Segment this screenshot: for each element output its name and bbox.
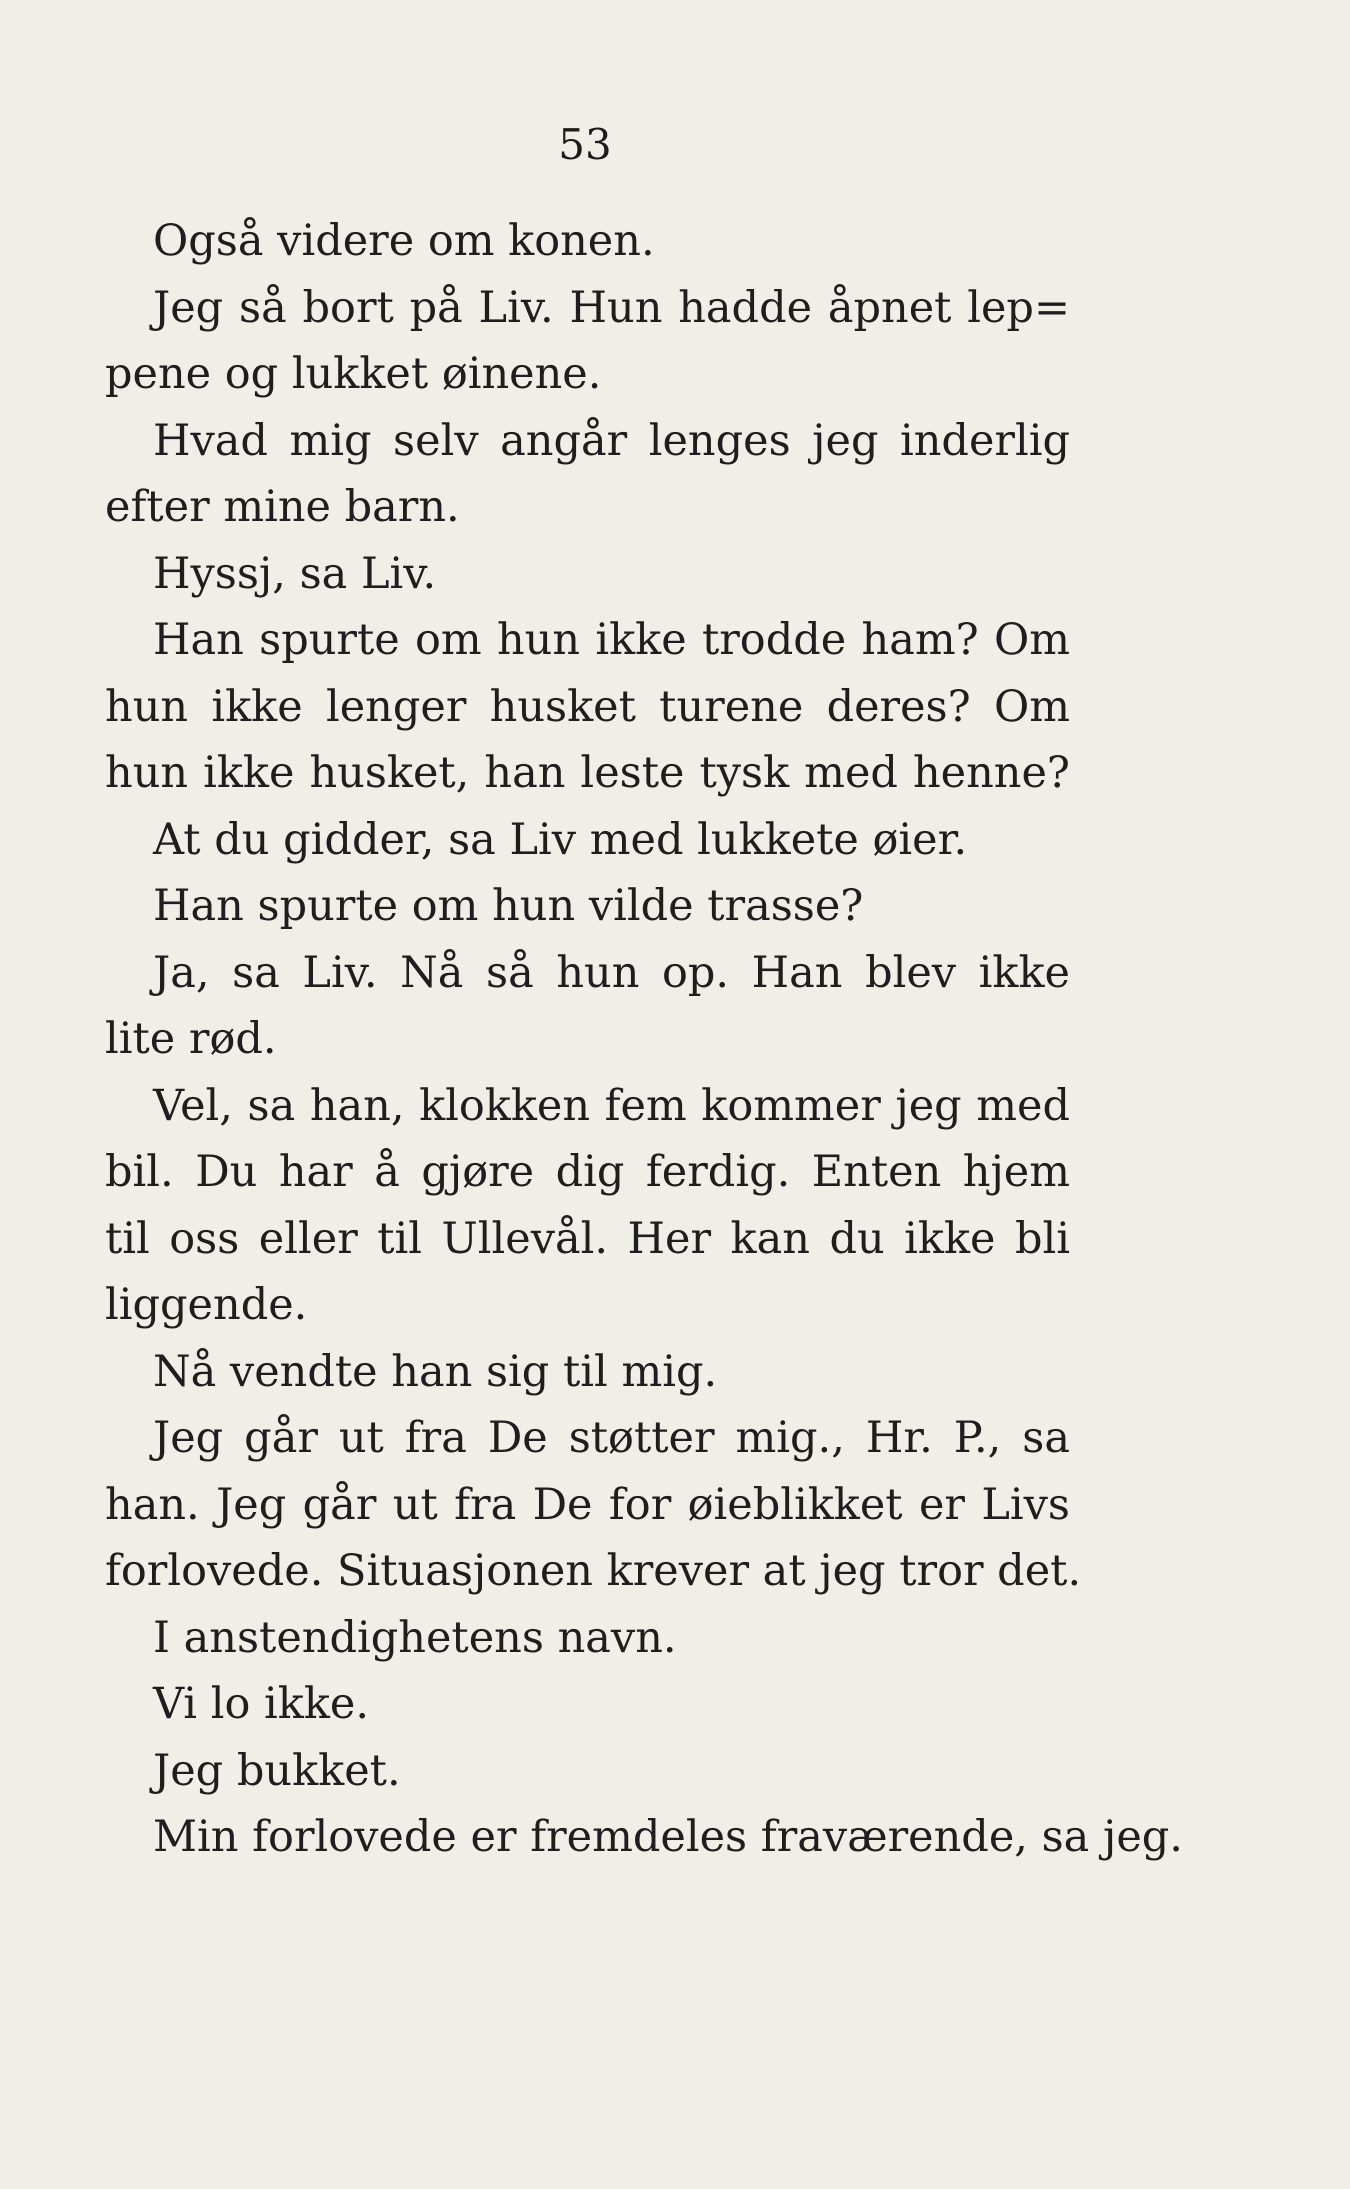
text-line: hun ikke lenger husket turene deres? Om (105, 681, 1070, 732)
text-line: han. Jeg går ut fra De for øieblikket er Livs (105, 1479, 1070, 1530)
text-line: efter mine barn. (105, 482, 460, 532)
text-line: Han spurte om hun vilde trasse? (153, 881, 864, 931)
text-line: Jeg så bort på Liv. Hun hadde åpnet lep= (153, 282, 1070, 333)
text-line: hun ikke husket, han leste tysk med henne? (105, 748, 1070, 798)
text-line: Min forlovede er fremdeles fraværende, sa jeg. (153, 1812, 1183, 1862)
text-line: Jeg går ut fra De støtter mig., Hr. P., sa (153, 1413, 1070, 1463)
text-line: liggende. (105, 1280, 308, 1330)
text-line: forlovede. Situasjonen krever at jeg tror det. (105, 1546, 1082, 1596)
text-line: Også videre om konen. (153, 216, 655, 266)
text-line: At du gidder, sa Liv med lukkete øier. (153, 814, 968, 865)
text-line: Han spurte om hun ikke trodde ham? Om (153, 615, 1070, 665)
text-line: Jeg bukket. (153, 1745, 401, 1796)
text-line: til oss eller til Ullevål. Her kan du ikke bli (105, 1213, 1070, 1264)
text-line: Nå vendte han sig til mig. (153, 1346, 718, 1397)
text-line: Hyssj, sa Liv. (153, 548, 437, 599)
text-line: Hvad mig selv angår lenges jeg inderlig (153, 415, 1070, 466)
text-line: Vel, sa han, klokken fem kommer jeg med (153, 1080, 1070, 1131)
text-line: I anstendighetens navn. (153, 1612, 677, 1663)
page-number: 53 (558, 120, 612, 169)
text-line: Vi lo ikke. (153, 1679, 370, 1729)
body-text (105, 208, 1183, 1871)
text-line: lite rød. (105, 1014, 277, 1064)
text-line: Ja, sa Liv. Nå så hun op. Han blev ikke (153, 947, 1070, 998)
text-line: bil. Du har å gjøre dig ferdig. Enten hjem (105, 1147, 1070, 1197)
text-line: pene og lukket øinene. (105, 349, 602, 399)
